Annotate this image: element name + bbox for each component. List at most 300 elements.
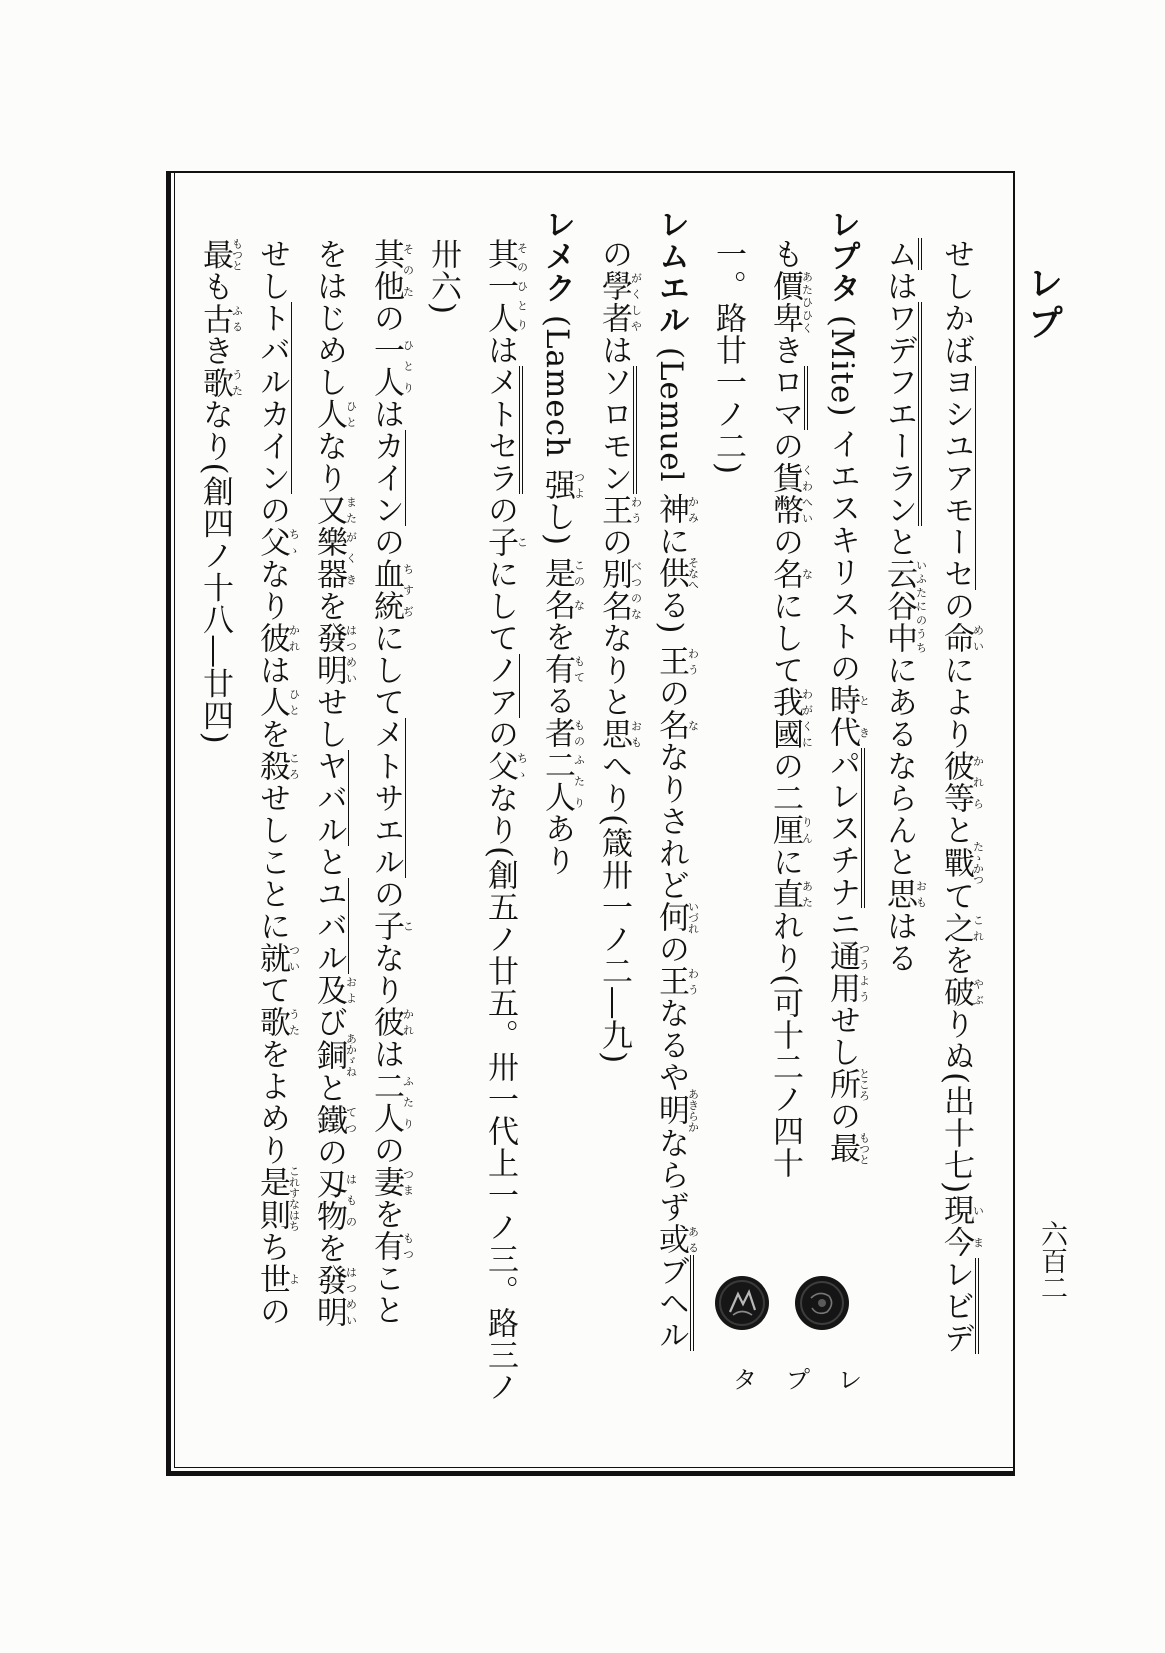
ruby-word xyxy=(311,974,358,1006)
ruby-word xyxy=(254,750,301,782)
text-column xyxy=(528,208,585,1460)
ruby-reading: ちゝ xyxy=(287,526,301,558)
ruby-base: 殺 xyxy=(254,750,290,782)
text-run: も xyxy=(197,270,233,303)
ruby-base: 是則 xyxy=(254,1165,290,1232)
ruby-base: 通用 xyxy=(824,940,860,1005)
text-run: (Lemuel xyxy=(653,336,689,494)
text-run: は xyxy=(482,334,518,366)
text-run: こと xyxy=(368,1262,404,1326)
text-run: にして xyxy=(368,622,404,718)
proper-name: ヨシユアモーセ xyxy=(938,366,974,590)
ruby-reading: あた xyxy=(800,878,814,910)
proper-name: メトサエル xyxy=(368,718,404,878)
proper-name: ユバル xyxy=(311,878,347,974)
ruby-base: 歌 xyxy=(197,366,233,399)
ruby-reading: ふる xyxy=(230,302,244,335)
ruby-word xyxy=(482,238,529,334)
lepta-coins-image xyxy=(705,1268,865,1338)
ruby-word xyxy=(596,270,643,334)
ruby-reading: はもの xyxy=(344,1168,358,1232)
ruby-base: 樂器 xyxy=(311,526,347,590)
ruby-base: 時代 xyxy=(824,684,860,749)
ruby-base: 子 xyxy=(368,910,404,942)
ruby-word xyxy=(539,588,586,621)
ruby-word xyxy=(938,841,985,885)
text-run: る xyxy=(539,684,575,717)
lepta-coin-right xyxy=(795,1276,849,1330)
text-run: の xyxy=(482,718,518,750)
ruby-reading: この xyxy=(572,556,586,589)
text-run: と xyxy=(311,1072,347,1104)
ruby-base: 二人 xyxy=(539,748,575,813)
ruby-reading: ちゝ xyxy=(515,750,529,782)
ruby-word xyxy=(254,686,301,718)
ruby-base: 血統 xyxy=(368,558,404,622)
ruby-reading: はつめい xyxy=(344,622,358,686)
text-run: の xyxy=(254,494,290,526)
text-run: あり xyxy=(539,812,575,877)
ruby-word xyxy=(368,238,415,302)
text-column xyxy=(471,208,528,1460)
ruby-base: 其他 xyxy=(368,238,404,302)
text-run: にして xyxy=(767,590,803,686)
entry-heading: レメク xyxy=(539,208,575,304)
ruby-reading: わう xyxy=(686,645,700,678)
text-run: により xyxy=(938,654,974,750)
ruby-base: 名 xyxy=(653,709,689,742)
text-run: て xyxy=(938,880,974,912)
ruby-reading: こ xyxy=(401,910,415,942)
text-run: せし xyxy=(254,238,290,302)
ruby-word xyxy=(539,652,586,685)
ruby-base: 父 xyxy=(254,526,290,558)
ruby-reading: たゝかつ xyxy=(971,841,985,885)
ruby-base: 或 xyxy=(653,1223,689,1256)
text-run: なり(創四ノ十八―廿四) xyxy=(197,398,233,745)
ruby-word xyxy=(938,622,985,654)
ruby-word xyxy=(368,334,415,398)
ruby-reading: そなへ xyxy=(686,556,700,590)
ruby-base: 戰 xyxy=(938,841,974,885)
text-run: は xyxy=(368,1038,404,1070)
text-run: を xyxy=(311,590,347,622)
ruby-reading: ひと xyxy=(344,398,358,430)
ruby-word xyxy=(596,494,643,526)
text-run: は xyxy=(881,270,917,302)
text-run: 一。路廿一ノ二) xyxy=(710,238,746,476)
proper-name: ム xyxy=(881,238,922,270)
ruby-reading: いま xyxy=(971,1194,985,1259)
text-run: び xyxy=(311,1006,347,1038)
text-run: なりと xyxy=(596,622,632,718)
text-run: ニ xyxy=(824,908,860,941)
text-run: の xyxy=(653,677,689,710)
text-run: の xyxy=(482,494,518,526)
ruby-reading: つい xyxy=(287,942,301,974)
ruby-reading: くわへい xyxy=(800,462,814,526)
ruby-base: 妻 xyxy=(368,1166,404,1198)
ruby-reading: そのひとり xyxy=(515,238,529,334)
text-column xyxy=(927,208,984,1460)
ruby-word xyxy=(368,1070,415,1134)
proper-name: ノア xyxy=(482,654,518,718)
ruby-word xyxy=(539,468,586,501)
ruby-word xyxy=(482,750,529,782)
ruby-reading: あきらか xyxy=(686,1088,700,1133)
ruby-reading: あたひひく xyxy=(800,270,814,334)
ruby-base: 破 xyxy=(938,976,974,1008)
ruby-base: 最 xyxy=(824,1131,860,1165)
text-run: にして xyxy=(482,558,518,654)
ruby-reading: いふたにのうち xyxy=(914,558,928,654)
text-run: の xyxy=(254,1295,290,1327)
page-number: 六百二 xyxy=(1036,1220,1067,1301)
ruby-base: 別名 xyxy=(596,558,632,622)
ruby-base: 其一人 xyxy=(482,238,518,334)
proper-name: ヤバル xyxy=(311,750,347,846)
ruby-reading: ころ xyxy=(287,750,301,782)
ruby-base: 歌 xyxy=(254,1006,290,1038)
ruby-word xyxy=(254,622,301,654)
proper-name: ロマ xyxy=(767,366,808,430)
ruby-base: 又 xyxy=(311,494,347,526)
text-run: き xyxy=(767,334,803,366)
text-column xyxy=(642,208,699,1460)
proper-name: ワデフエーラン xyxy=(881,302,922,526)
ruby-base: 王 xyxy=(653,645,689,678)
ruby-base: 最 xyxy=(197,238,233,271)
ruby-reading: もつと xyxy=(857,1131,871,1165)
ruby-base: 所 xyxy=(824,1067,860,1101)
ruby-base: 價卑 xyxy=(767,270,803,334)
ruby-word xyxy=(311,526,358,590)
text-column xyxy=(300,208,357,1460)
ruby-base: 彼等 xyxy=(938,750,974,814)
ruby-base: 一人 xyxy=(368,334,404,398)
ruby-base: 銅 xyxy=(311,1033,347,1077)
ruby-reading: わう xyxy=(629,494,643,526)
text-run: せし xyxy=(311,686,347,750)
text-run: は xyxy=(254,654,290,686)
ruby-base: 神 xyxy=(653,493,689,526)
ruby-reading: また xyxy=(344,494,358,526)
ruby-word xyxy=(653,1088,700,1133)
ruby-base: 强 xyxy=(539,468,575,501)
text-run: をはじめし xyxy=(311,238,347,398)
ruby-word xyxy=(596,558,643,622)
ruby-reading: そのた xyxy=(401,238,415,302)
ruby-reading: りん xyxy=(800,814,814,846)
ruby-word xyxy=(311,1168,358,1232)
ruby-reading: な xyxy=(572,588,586,621)
ruby-base: 學者 xyxy=(596,270,632,334)
ruby-word xyxy=(311,1104,358,1136)
ruby-word xyxy=(539,556,586,589)
proper-name: トバルカイン xyxy=(254,302,290,494)
figure-caption: レプタ xyxy=(733,1366,862,1394)
ruby-base: 何 xyxy=(653,900,689,934)
ruby-base: 發明 xyxy=(311,622,347,686)
proper-name: ブヘル xyxy=(653,1255,694,1351)
ruby-reading: はつめい xyxy=(344,1264,358,1328)
ruby-reading: てつ xyxy=(344,1104,358,1136)
ruby-reading: もつと xyxy=(230,238,244,271)
ruby-base: 者 xyxy=(539,716,575,749)
ruby-base: 思 xyxy=(881,878,917,910)
ruby-reading: おも xyxy=(914,878,928,910)
ruby-reading: これ xyxy=(971,912,985,944)
ruby-reading: いづれ xyxy=(686,900,700,934)
ruby-base: 王 xyxy=(653,965,689,998)
ruby-reading: あかゞね xyxy=(344,1033,358,1077)
text-run: に xyxy=(653,525,689,558)
text-run: の xyxy=(368,526,404,558)
ruby-reading: めい xyxy=(971,622,985,654)
ruby-word xyxy=(938,1194,985,1259)
ruby-reading: もつ xyxy=(401,1230,415,1262)
ruby-reading: とき xyxy=(857,684,871,749)
ruby-reading: ふたり xyxy=(572,748,586,813)
ruby-word xyxy=(653,1223,700,1256)
entry-heading: レムエル xyxy=(653,208,689,336)
ruby-word xyxy=(767,270,814,334)
ruby-reading: な xyxy=(686,709,700,742)
ruby-reading: もの xyxy=(572,716,586,749)
text-run: りぬ(出十七) xyxy=(938,1008,974,1195)
ruby-base: 名 xyxy=(767,558,803,590)
text-run: (Mite) xyxy=(824,304,860,429)
proper-name: パレスチナ xyxy=(824,748,865,908)
text-run: の二 xyxy=(767,750,803,814)
ruby-word xyxy=(881,558,928,654)
text-run: せし xyxy=(824,1004,860,1069)
text-run: は xyxy=(596,334,632,366)
text-run: の xyxy=(368,1134,404,1166)
ruby-base: 直 xyxy=(767,878,803,910)
ruby-word xyxy=(311,1033,358,1077)
text-column xyxy=(243,208,300,1460)
text-run: る) xyxy=(653,589,689,646)
ruby-word xyxy=(767,814,814,846)
text-run: 卅六) xyxy=(425,238,461,316)
text-run: を xyxy=(938,944,974,976)
text-column xyxy=(186,208,243,1460)
ruby-word xyxy=(767,462,814,526)
ruby-reading: わがくに xyxy=(800,686,814,750)
ruby-reading: よ xyxy=(287,1263,301,1295)
ruby-word xyxy=(596,718,643,750)
ruby-word xyxy=(824,684,871,749)
ruby-base: 人 xyxy=(254,686,290,718)
ruby-base: 及 xyxy=(311,974,347,1006)
text-run: なり xyxy=(254,558,290,622)
ruby-word xyxy=(311,494,358,526)
text-run: ならず xyxy=(653,1127,689,1224)
ruby-word xyxy=(539,748,586,813)
text-run: の xyxy=(767,430,803,462)
text-run: の xyxy=(368,878,404,910)
ruby-reading: かれ xyxy=(287,622,301,654)
ruby-word xyxy=(767,878,814,910)
ruby-word xyxy=(653,965,700,998)
ruby-word xyxy=(653,709,700,742)
ruby-reading: これすなはち xyxy=(287,1165,301,1232)
text-run: を xyxy=(368,1198,404,1230)
ruby-reading: がくき xyxy=(344,526,358,590)
ruby-word xyxy=(368,1166,415,1198)
ruby-base: 世 xyxy=(254,1263,290,1295)
text-run: をよめり xyxy=(254,1038,290,1166)
ruby-base: 古 xyxy=(197,302,233,335)
ruby-reading: べつのな xyxy=(629,558,643,622)
ruby-word xyxy=(767,558,814,590)
text-run: て xyxy=(254,974,290,1006)
ruby-base: 厘 xyxy=(767,814,803,846)
text-run: ち xyxy=(254,1231,290,1263)
text-run: の xyxy=(311,1136,347,1168)
ruby-base: 彼 xyxy=(254,622,290,654)
text-run: なるや xyxy=(653,997,689,1094)
proper-name: レビデ xyxy=(938,1258,979,1354)
ruby-word xyxy=(653,900,700,934)
ruby-word xyxy=(254,1006,301,1038)
text-run: の xyxy=(596,238,632,270)
text-run: なり xyxy=(368,942,404,1006)
text-run: なり(創五ノ廿五。卅一代上一ノ三。路三ノ xyxy=(482,782,518,1404)
ruby-word xyxy=(197,238,244,271)
ruby-word xyxy=(368,910,415,942)
ruby-base: 有 xyxy=(539,652,575,685)
text-run: を xyxy=(311,1232,347,1264)
text-run: と xyxy=(311,846,347,878)
ruby-word xyxy=(653,556,700,590)
text-run: れり(可十二ノ四十 xyxy=(767,910,803,1180)
text-column xyxy=(870,208,927,1460)
ruby-word xyxy=(938,750,985,814)
ruby-base: 父 xyxy=(482,750,518,782)
text-run: と xyxy=(938,814,974,846)
ruby-base: 二人 xyxy=(368,1070,404,1134)
ruby-reading: わう xyxy=(686,965,700,998)
ruby-word xyxy=(368,1230,415,1262)
text-run: なり xyxy=(311,430,347,494)
ruby-base: 供 xyxy=(653,556,689,590)
ruby-base: 現今 xyxy=(938,1194,974,1259)
text-run: と xyxy=(881,526,917,558)
ruby-word xyxy=(254,942,301,974)
ruby-base: 有 xyxy=(368,1230,404,1262)
ruby-reading: うた xyxy=(287,1006,301,1038)
ruby-word xyxy=(311,622,358,686)
ruby-reading: うた xyxy=(230,366,244,399)
text-run: せしかば xyxy=(938,238,974,366)
ruby-base: 名 xyxy=(539,588,575,621)
ruby-word xyxy=(254,1165,301,1232)
ruby-reading: およ xyxy=(344,974,358,1006)
ruby-reading: ふたり xyxy=(401,1070,415,1134)
ruby-word xyxy=(482,526,529,558)
text-run: の xyxy=(824,1100,860,1133)
ruby-base: 子 xyxy=(482,526,518,558)
ruby-base: 發明 xyxy=(311,1264,347,1328)
proper-name: カイン xyxy=(368,430,404,526)
running-head: レプ xyxy=(1022,264,1063,344)
ruby-word xyxy=(767,686,814,750)
text-run: なりされど xyxy=(653,741,689,902)
ruby-word xyxy=(653,493,700,526)
entry-heading: レプタ xyxy=(824,208,860,304)
text-run: の xyxy=(767,526,803,558)
text-run: の xyxy=(368,302,404,334)
ruby-base: 貨幣 xyxy=(767,462,803,526)
ruby-base: 我國 xyxy=(767,686,803,750)
ruby-word xyxy=(197,366,244,399)
text-run: き xyxy=(197,334,233,367)
ruby-reading: つうよう xyxy=(857,940,871,1005)
ruby-word xyxy=(824,1131,871,1165)
text-run: は xyxy=(368,398,404,430)
ruby-word xyxy=(653,645,700,678)
ruby-reading: やぶ xyxy=(971,976,985,1008)
text-column xyxy=(414,208,471,1460)
text-run: の xyxy=(938,590,974,622)
ruby-reading: つま xyxy=(401,1166,415,1198)
text-run: (Lamech xyxy=(539,304,575,469)
ruby-word xyxy=(938,912,985,944)
text-run: を xyxy=(539,620,575,653)
ruby-base: 王 xyxy=(596,494,632,526)
text-run: の xyxy=(653,933,689,966)
ruby-reading: かれ xyxy=(401,1006,415,1038)
ruby-reading: こ xyxy=(515,526,529,558)
text-column xyxy=(585,208,642,1460)
text-run: の xyxy=(596,526,632,558)
ruby-reading: ところ xyxy=(857,1067,871,1101)
ruby-reading: かみ xyxy=(686,493,700,526)
ruby-base: 明 xyxy=(653,1088,689,1133)
ruby-reading: ひと xyxy=(287,686,301,718)
text-run: にあるならんと xyxy=(881,654,917,878)
ruby-word xyxy=(254,526,301,558)
text-run: へり(箴卅一ノ二―九) xyxy=(596,750,632,1065)
proper-name: メトセラ xyxy=(482,366,523,494)
ruby-word xyxy=(311,1264,358,1328)
ruby-word xyxy=(197,302,244,335)
ruby-reading: がくしや xyxy=(629,270,643,334)
ruby-base: 命 xyxy=(938,622,974,654)
text-run: はる xyxy=(881,910,917,974)
ruby-reading: ちすぢ xyxy=(401,558,415,622)
ruby-word xyxy=(368,558,415,622)
ruby-reading: かれら xyxy=(971,750,985,814)
ruby-base: 就 xyxy=(254,942,290,974)
ruby-reading: つよ xyxy=(572,468,586,501)
ruby-base: 刄物 xyxy=(311,1168,347,1232)
ruby-reading: もて xyxy=(572,652,586,685)
text-run: も xyxy=(767,238,803,270)
ruby-word xyxy=(881,878,928,910)
text-run: イエスキリストの xyxy=(824,428,860,685)
proper-name: ソロモン xyxy=(596,366,637,494)
ruby-reading: な xyxy=(800,558,814,590)
ruby-word xyxy=(539,716,586,749)
text-run: し) xyxy=(539,500,575,557)
text-column xyxy=(357,208,414,1460)
text-run: せしことに xyxy=(254,782,290,942)
ruby-word xyxy=(311,398,358,430)
ruby-base: 人 xyxy=(311,398,347,430)
